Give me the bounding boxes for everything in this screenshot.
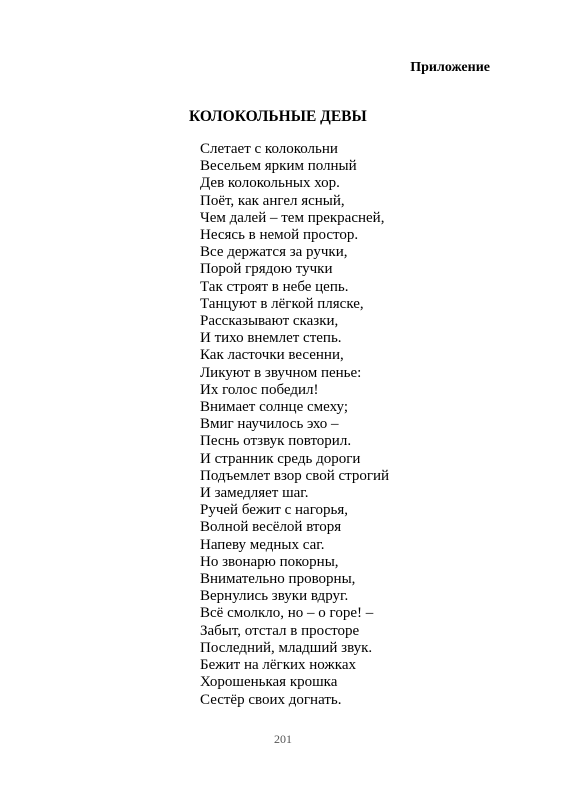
poem-line: Волной весёлой вторя (200, 519, 342, 536)
poem-line: И тихо внемлет степь. (200, 330, 342, 347)
poem-line: Последний, младший звук. (200, 639, 373, 656)
poem-line: Хорошенькая крошка (200, 674, 338, 691)
poem-line: Рассказывают сказки, (200, 313, 339, 330)
poem-line: Все держатся за ручки, (200, 244, 348, 261)
poem-line: Вернулись звуки вдруг. (200, 588, 349, 605)
poem-line: Всё смолкло, но – о горе! – (200, 605, 374, 622)
page-number: 201 (274, 732, 292, 746)
poem-line: И странник средь дороги (200, 450, 361, 467)
poem-line: Бежит на лёгких ножках (200, 657, 356, 674)
poem-line: Весельем ярким полный (200, 158, 357, 175)
poem-line: И замедляет шаг. (200, 485, 309, 502)
poem-line: Их голос победил! (200, 381, 319, 398)
poem-line: Внимает солнце смеху; (200, 399, 348, 416)
poem-line: Вмиг научилось эхо – (200, 416, 339, 433)
poem-line: Так строят в небе цепь. (200, 278, 349, 295)
poem-line: Внимательно проворны, (200, 571, 356, 588)
poem-line: Как ласточки весенни, (200, 347, 344, 364)
poem-line: Слетает с колокольни (200, 141, 338, 157)
poem-line: Подъемлет взор свой строгий (200, 467, 390, 484)
poem-title: КОЛОКОЛЬНЫЕ ДЕВЫ (189, 108, 367, 125)
poem-line: Забыт, отстал в просторе (200, 622, 360, 639)
poem-line: Ручей бежит с нагорья, (200, 502, 348, 519)
poem-line: Поёт, как ангел ясный, (200, 192, 345, 209)
section-header: Приложение (410, 60, 490, 75)
poem-line: Но звонарю покорны, (200, 553, 339, 570)
poem-line: Порой грядою тучки (200, 261, 333, 278)
poem-line: Чем далей – тем прекрасней, (200, 209, 385, 226)
poem-line: Сестёр своих догнать. (200, 691, 342, 708)
poem-line: Песнь отзвук повторил. (200, 433, 352, 450)
poem-line: Несясь в немой простор. (200, 227, 359, 244)
poem-line: Танцуют в лёгкой пляске, (200, 295, 364, 312)
poem-line: Ликуют в звучном пенье: (200, 364, 362, 381)
poem-line: Напеву медных саг. (200, 536, 325, 553)
poem-line: Дев колокольных хор. (200, 175, 340, 192)
poem-body (200, 141, 389, 709)
